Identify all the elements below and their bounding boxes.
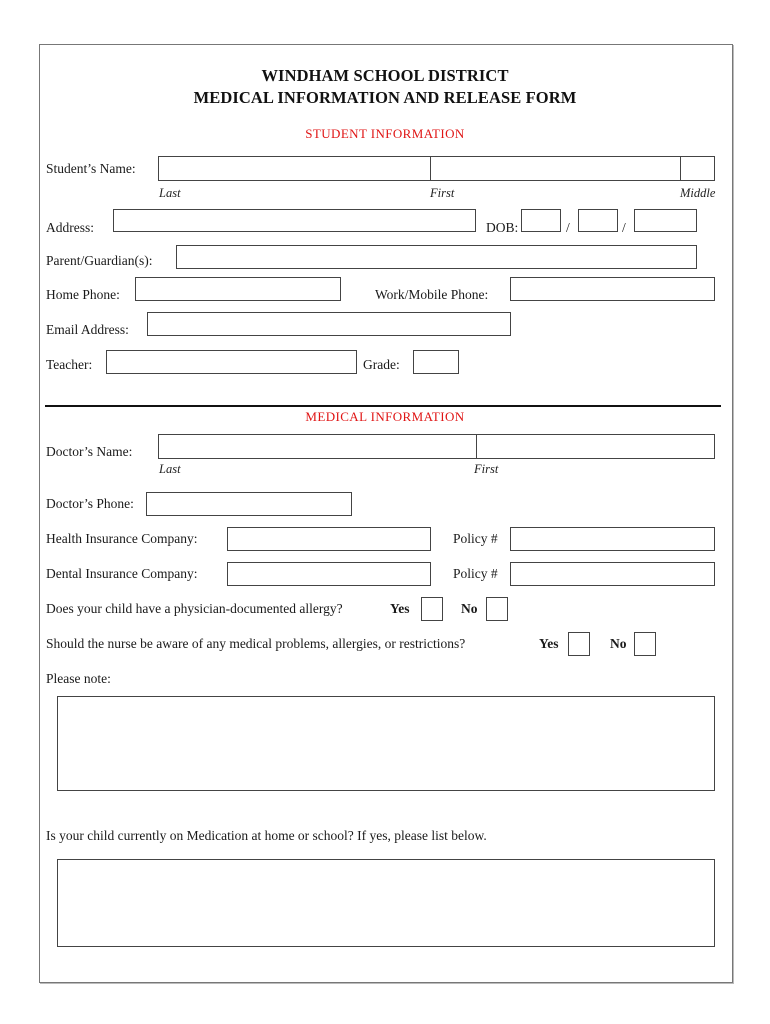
- doctor-phone-field[interactable]: [146, 492, 352, 516]
- allergy-yes-checkbox[interactable]: [421, 597, 443, 621]
- doctor-name-field[interactable]: [158, 434, 715, 459]
- doctor-name-divider: [476, 434, 477, 459]
- student-info-heading: STUDENT INFORMATION: [305, 126, 465, 141]
- dental-policy-label: Policy #: [453, 566, 498, 581]
- nurse-yes-checkbox[interactable]: [568, 632, 590, 656]
- nurse-no-label: No: [610, 636, 627, 651]
- health-insurance-label: Health Insurance Company:: [46, 531, 198, 546]
- student-name-label: Student’s Name:: [46, 161, 136, 176]
- dob-day-field[interactable]: [578, 209, 618, 232]
- allergy-no-label: No: [461, 601, 478, 616]
- parent-guardian-field[interactable]: [176, 245, 697, 269]
- dob-separator-1: /: [566, 220, 570, 235]
- medication-question: Is your child currently on Medication at home or school? If yes, please list below.: [46, 828, 487, 843]
- please-note-label: Please note:: [46, 671, 111, 686]
- allergy-no-checkbox[interactable]: [486, 597, 508, 621]
- address-label: Address:: [46, 220, 94, 235]
- work-phone-label: Work/Mobile Phone:: [375, 287, 489, 302]
- name-sub-middle: Middle: [680, 186, 716, 200]
- health-policy-field[interactable]: [510, 527, 715, 551]
- student-name-field[interactable]: [158, 156, 715, 181]
- dob-separator-2: /: [622, 220, 626, 235]
- doctor-name-label: Doctor’s Name:: [46, 444, 133, 459]
- nurse-yes-label: Yes: [539, 636, 559, 651]
- email-field[interactable]: [147, 312, 511, 336]
- section-divider: [45, 405, 721, 407]
- home-phone-field[interactable]: [135, 277, 341, 301]
- parent-guardian-label: Parent/Guardian(s):: [46, 253, 153, 268]
- nurse-no-checkbox[interactable]: [634, 632, 656, 656]
- allergy-question: Does your child have a physician-documented allergy?: [46, 601, 343, 616]
- name-sub-first: First: [430, 186, 455, 200]
- medical-info-heading: MEDICAL INFORMATION: [305, 409, 465, 424]
- grade-field[interactable]: [413, 350, 459, 374]
- medication-list-textarea[interactable]: [57, 859, 715, 947]
- address-field[interactable]: [113, 209, 476, 232]
- doctor-phone-label: Doctor’s Phone:: [46, 496, 134, 511]
- doctor-sub-last: Last: [159, 462, 181, 476]
- dob-year-field[interactable]: [634, 209, 697, 232]
- health-policy-label: Policy #: [453, 531, 498, 546]
- nurse-question: Should the nurse be aware of any medical problems, allergies, or restrictions?: [46, 636, 466, 651]
- dental-policy-field[interactable]: [510, 562, 715, 586]
- home-phone-label: Home Phone:: [46, 287, 120, 302]
- teacher-label: Teacher:: [46, 357, 93, 372]
- dental-insurance-field[interactable]: [227, 562, 431, 586]
- please-note-textarea[interactable]: [57, 696, 715, 791]
- dob-month-field[interactable]: [521, 209, 561, 232]
- health-insurance-field[interactable]: [227, 527, 431, 551]
- grade-label: Grade:: [363, 357, 400, 372]
- form-title-line1: WINDHAM SCHOOL DISTRICT: [261, 66, 509, 85]
- teacher-field[interactable]: [106, 350, 357, 374]
- allergy-yes-label: Yes: [390, 601, 410, 616]
- name-sub-last: Last: [159, 186, 181, 200]
- email-label: Email Address:: [46, 322, 129, 337]
- name-divider-first: [430, 156, 431, 181]
- form-title-line2: MEDICAL INFORMATION AND RELEASE FORM: [193, 88, 577, 107]
- doctor-sub-first: First: [474, 462, 499, 476]
- dental-insurance-label: Dental Insurance Company:: [46, 566, 198, 581]
- dob-label: DOB:: [486, 220, 519, 235]
- work-phone-field[interactable]: [510, 277, 715, 301]
- name-divider-middle: [680, 156, 681, 181]
